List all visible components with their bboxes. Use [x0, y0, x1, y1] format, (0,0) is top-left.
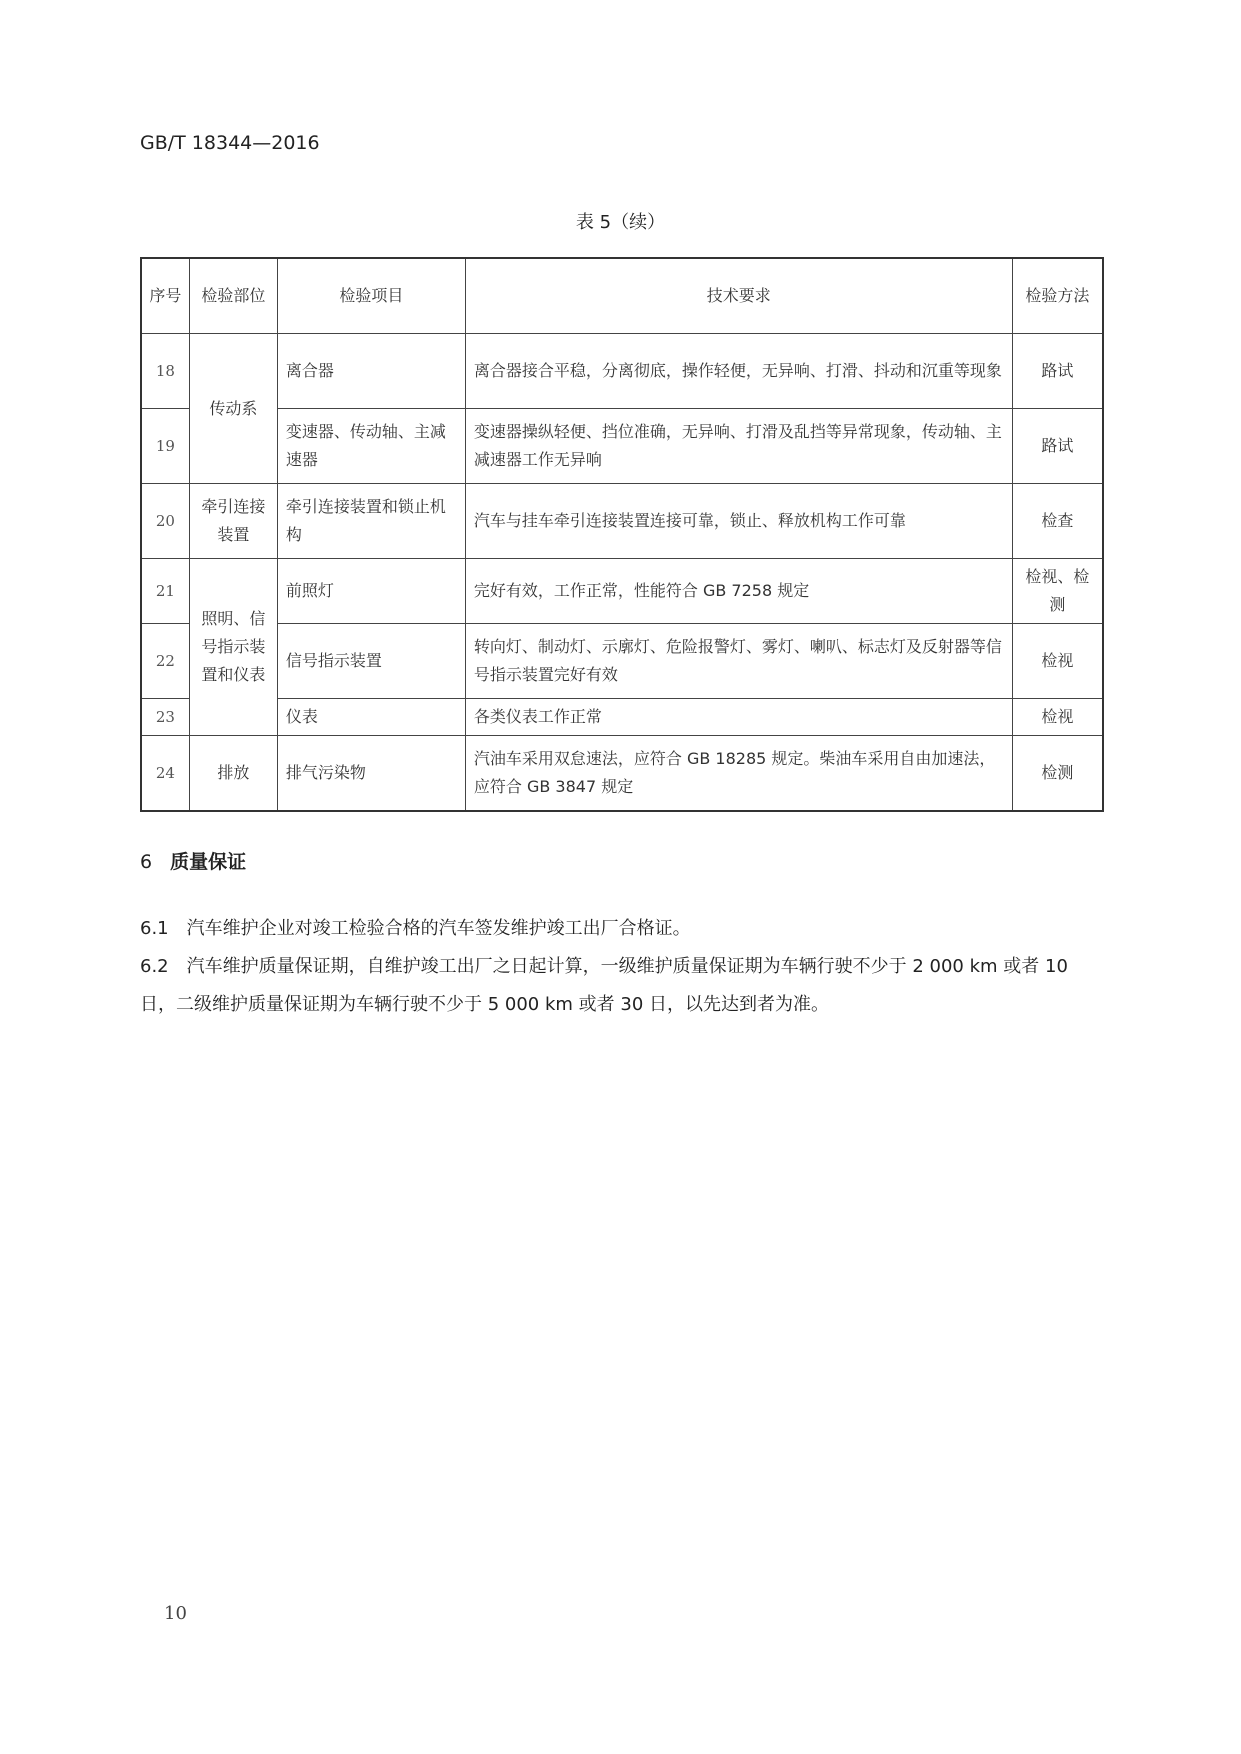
col-header-method: 检验方法	[1012, 258, 1103, 334]
row-requirement: 汽油车采用双怠速法，应符合 GB 18285 规定。柴油车采用自由加速法，应符合 GB 3847 规定	[465, 736, 1012, 811]
col-header-no: 序号	[141, 258, 189, 334]
table-row	[141, 484, 1103, 559]
row-method: 路试	[1012, 334, 1103, 409]
page-number: 10	[164, 1603, 187, 1624]
row-requirement: 汽车与挂车牵引连接装置连接可靠，锁止、释放机构工作可靠	[465, 484, 1012, 559]
paragraph	[140, 910, 1106, 948]
table-row	[141, 699, 1103, 736]
row-item: 信号指示装置	[277, 624, 465, 699]
table-row	[141, 409, 1103, 484]
col-header-requirement: 技术要求	[465, 258, 1012, 334]
row-no: 21	[141, 559, 189, 624]
row-part: 传动系	[189, 334, 277, 484]
row-method: 检测	[1012, 736, 1103, 811]
row-requirement: 转向灯、制动灯、示廓灯、危险报警灯、雾灯、喇叭、标志灯及反射器等信号指示装置完好有效	[465, 624, 1012, 699]
row-item: 仪表	[277, 699, 465, 736]
inspection-table	[140, 257, 1104, 812]
table-row	[141, 624, 1103, 699]
row-part: 牵引连接装置	[189, 484, 277, 559]
paragraph-text: 汽车维护质量保证期，自维护竣工出厂之日起计算，一级维护质量保证期为车辆行驶不少于 2 000 km 或者 10 日，二级维护质量保证期为车辆行驶不少于 5 000 km 或者 30 日，以先达到者为准。	[140, 956, 1068, 1015]
row-method: 检视	[1012, 624, 1103, 699]
row-no: 23	[141, 699, 189, 736]
row-no: 22	[141, 624, 189, 699]
paragraph-text: 汽车维护企业对竣工检验合格的汽车签发维护竣工出厂合格证。	[186, 918, 691, 939]
table-caption: 表 5（续）	[575, 212, 666, 233]
row-no: 24	[141, 736, 189, 811]
section-number: 6	[140, 851, 153, 873]
table-row	[141, 334, 1103, 409]
row-no: 18	[141, 334, 189, 409]
row-method: 检视	[1012, 699, 1103, 736]
row-method: 检视、检测	[1012, 559, 1103, 624]
row-item: 牵引连接装置和锁止机构	[277, 484, 465, 559]
row-requirement: 完好有效，工作正常，性能符合 GB 7258 规定	[465, 559, 1012, 624]
standard-code: GB/T 18344—2016	[140, 132, 320, 154]
row-item: 变速器、传动轴、主减速器	[277, 409, 465, 484]
row-no: 19	[141, 409, 189, 484]
table-header-row	[141, 258, 1103, 334]
col-header-part: 检验部位	[189, 258, 277, 334]
row-requirement: 离合器接合平稳，分离彻底，操作轻便，无异响、打滑、抖动和沉重等现象	[465, 334, 1012, 409]
row-item: 前照灯	[277, 559, 465, 624]
row-item: 排气污染物	[277, 736, 465, 811]
row-item: 离合器	[277, 334, 465, 409]
row-requirement: 变速器操纵轻便、挡位准确，无异响、打滑及乱挡等异常现象，传动轴、主减速器工作无异响	[465, 409, 1012, 484]
paragraph-number: 6.2	[140, 956, 169, 977]
paragraph-number: 6.1	[140, 918, 169, 939]
row-no: 20	[141, 484, 189, 559]
paragraph	[140, 948, 1106, 1024]
section-heading	[140, 847, 246, 874]
row-part: 排放	[189, 736, 277, 811]
col-header-item: 检验项目	[277, 258, 465, 334]
row-method: 路试	[1012, 409, 1103, 484]
row-part: 照明、信号指示装置和仪表	[189, 559, 277, 736]
section-title: 质量保证	[170, 851, 247, 873]
table-row	[141, 736, 1103, 811]
row-method: 检查	[1012, 484, 1103, 559]
row-requirement: 各类仪表工作正常	[465, 699, 1012, 736]
table-row	[141, 559, 1103, 624]
